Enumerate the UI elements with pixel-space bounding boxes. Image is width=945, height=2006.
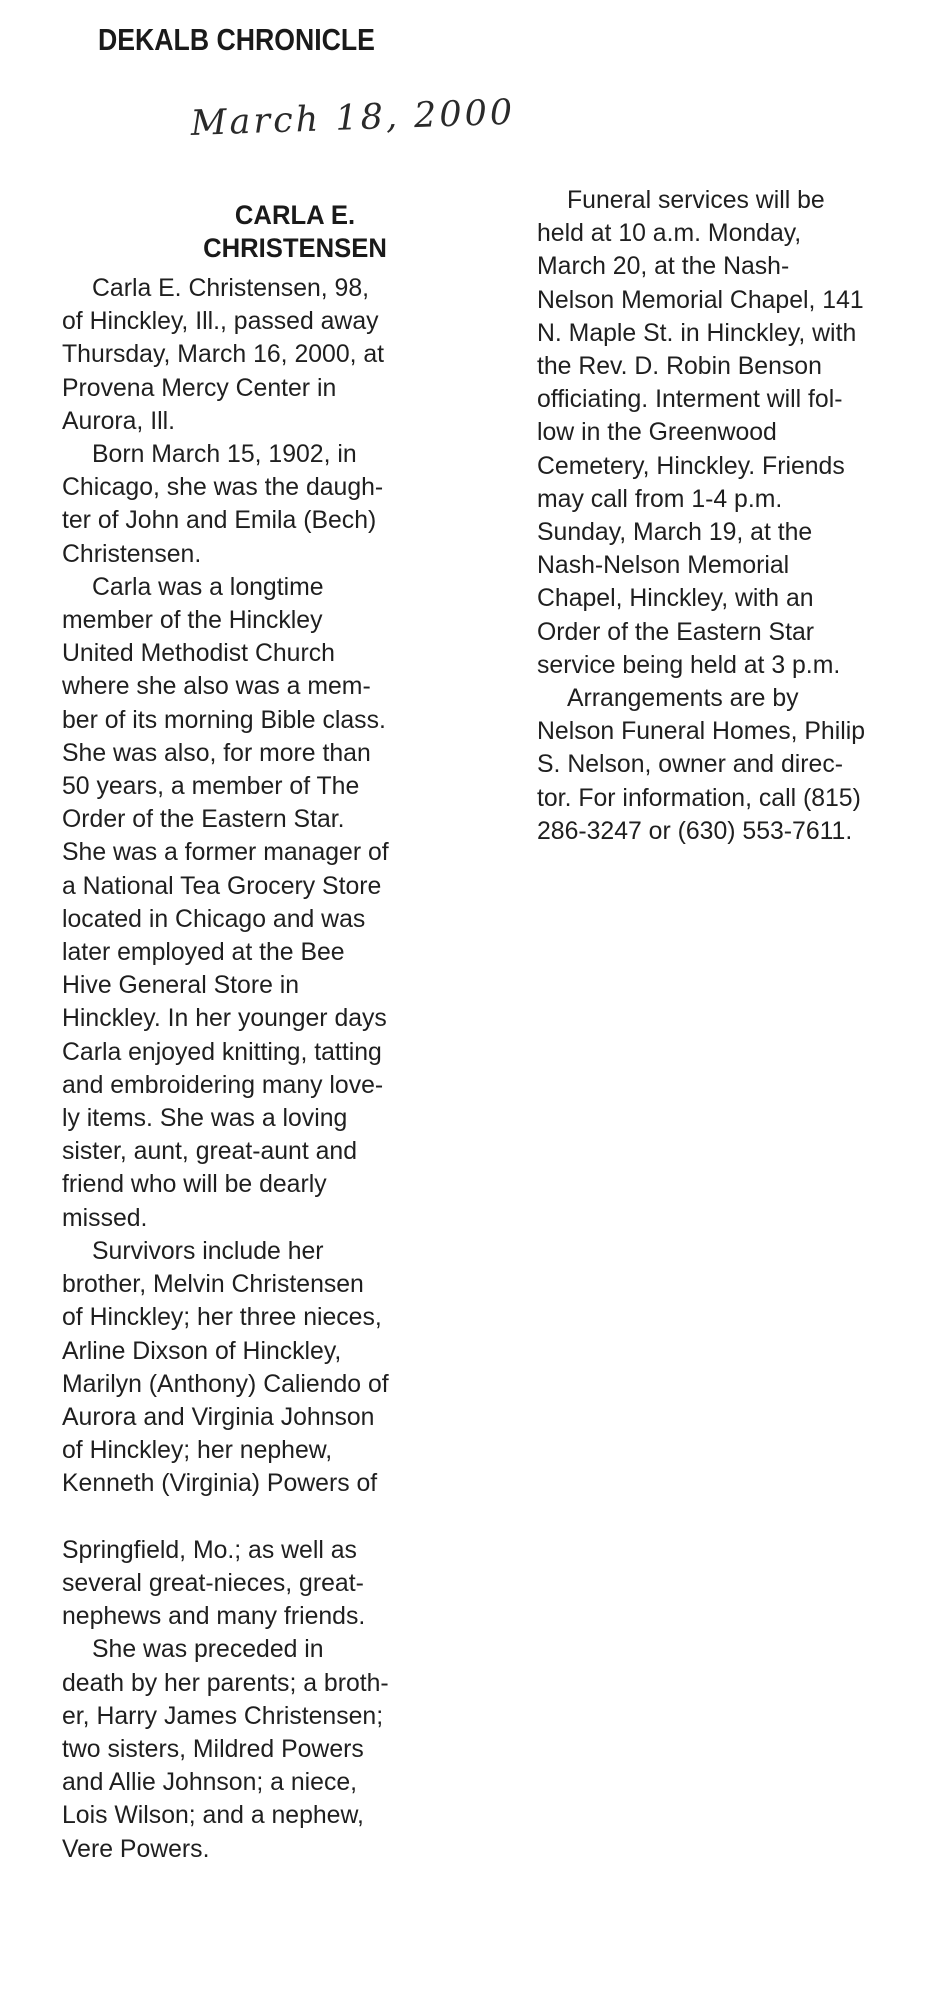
text-line: She was a former manager of (62, 839, 389, 867)
text-line: officiating. Interment will fol- (537, 386, 843, 414)
text-line: and embroidering many love- (62, 1071, 384, 1099)
text-line: Chicago, she was the daugh- (62, 474, 384, 502)
text-line: Sunday, March 19, at the (537, 519, 813, 547)
text-line: Springfield, Mo.; as well as (62, 1536, 357, 1564)
text-line: She was preceded in (92, 1636, 324, 1664)
text-line: friend who will be dearly (62, 1171, 327, 1199)
text-line: located in Chicago and was (62, 905, 366, 933)
text-line: Survivors include her (92, 1237, 324, 1265)
text-line: where she also was a mem- (62, 673, 371, 701)
text-line: Thursday, March 16, 2000, at (62, 341, 385, 369)
text-line (62, 1501, 462, 1534)
text-line: Chapel, Hinckley, with an (537, 585, 814, 613)
text-line: of Hinckley; her three nieces, (62, 1304, 382, 1332)
text-line: Order of the Eastern Star (537, 618, 815, 646)
text-line: held at 10 a.m. Monday, (537, 220, 802, 248)
text-line: death by her parents; a broth- (62, 1669, 389, 1697)
text-line: Lois Wilson; and a nephew, (62, 1802, 364, 1830)
text-line: sister, aunt, great-aunt and (62, 1138, 357, 1166)
text-line: Aurora and Virginia Johnson (62, 1403, 375, 1431)
text-line: N. Maple St. in Hinckley, with (537, 319, 857, 347)
handwritten-date: March 18, 2000 (190, 92, 516, 144)
text-line: may call from 1-4 p.m. (537, 485, 783, 513)
text-line: a National Tea Grocery Store (62, 872, 382, 900)
text-line: nephews and many friends. (62, 1603, 366, 1631)
headline-line-1: CARLA E. (234, 200, 356, 230)
text-line: tor. For information, call (815) (537, 784, 861, 812)
text-line: ter of John and Emila (Bech) (62, 507, 377, 535)
text-line: Carla enjoyed knitting, tatting (62, 1038, 382, 1066)
text-line: Nelson Funeral Homes, Philip (537, 718, 866, 746)
text-line: Born March 15, 1902, in (92, 441, 357, 469)
text-line: Arline Dixson of Hinckley, (62, 1337, 342, 1365)
text-line: Funeral services will be (567, 187, 825, 214)
newspaper-masthead: DEKALB CHRONICLE (98, 22, 375, 57)
text-line: member of the Hinckley (62, 607, 323, 635)
text-line: the Rev. D. Robin Benson (537, 353, 822, 381)
text-line: She was also, for more than (62, 739, 371, 767)
text-line: Order of the Eastern Star. (62, 806, 345, 834)
text-line: 286-3247 or (630) 553-7611. (537, 817, 853, 845)
text-line: ber of its morning Bible class. (62, 706, 386, 734)
text-line: Aurora, Ill. (62, 407, 176, 435)
text-line: Provena Mercy Center in (62, 374, 337, 402)
text-line: of Hinckley, Ill., passed away (62, 308, 379, 336)
text-line: brother, Melvin Christensen (62, 1271, 364, 1299)
text-line: Kenneth (Virginia) Powers of (62, 1470, 378, 1498)
text-line: missed. (62, 1204, 148, 1232)
text-line: March 20, at the Nash- (537, 253, 790, 281)
text-line: S. Nelson, owner and direc- (537, 751, 843, 779)
text-line: of Hinckley; her nephew, (62, 1437, 333, 1465)
headline-line-2: CHRISTENSEN (203, 233, 387, 263)
obituary-headline (105, 200, 465, 266)
text-line: several great-nieces, great- (62, 1569, 364, 1597)
text-line: and Allie Johnson; a niece, (62, 1769, 358, 1797)
obituary-right-column (537, 184, 917, 848)
obituary-left-column (62, 272, 462, 1866)
text-line: Carla E. Christensen, 98, (92, 275, 370, 302)
text-line: ly items. She was a loving (62, 1105, 348, 1133)
text-line: Arrangements are by (567, 685, 799, 713)
text-line: er, Harry James Christensen; (62, 1702, 384, 1730)
text-line: Cemetery, Hinckley. Friends (537, 452, 845, 480)
text-line: low in the Greenwood (537, 419, 777, 447)
text-line: two sisters, Mildred Powers (62, 1735, 364, 1763)
text-line: Nelson Memorial Chapel, 141 (537, 286, 864, 314)
text-line: Hive General Store in (62, 972, 300, 1000)
text-line: Nash-Nelson Memorial (537, 552, 790, 580)
text-line: Vere Powers. (62, 1835, 210, 1863)
text-line: Carla was a longtime (92, 573, 324, 601)
text-line: Hinckley. In her younger days (62, 1005, 387, 1033)
text-line: service being held at 3 p.m. (537, 651, 841, 679)
text-line: Christensen. (62, 540, 202, 568)
text-line: United Methodist Church (62, 640, 335, 668)
text-line: later employed at the Bee (62, 939, 345, 967)
text-line: 50 years, a member of The (62, 773, 360, 801)
text-line: Marilyn (Anthony) Caliendo of (62, 1370, 389, 1398)
